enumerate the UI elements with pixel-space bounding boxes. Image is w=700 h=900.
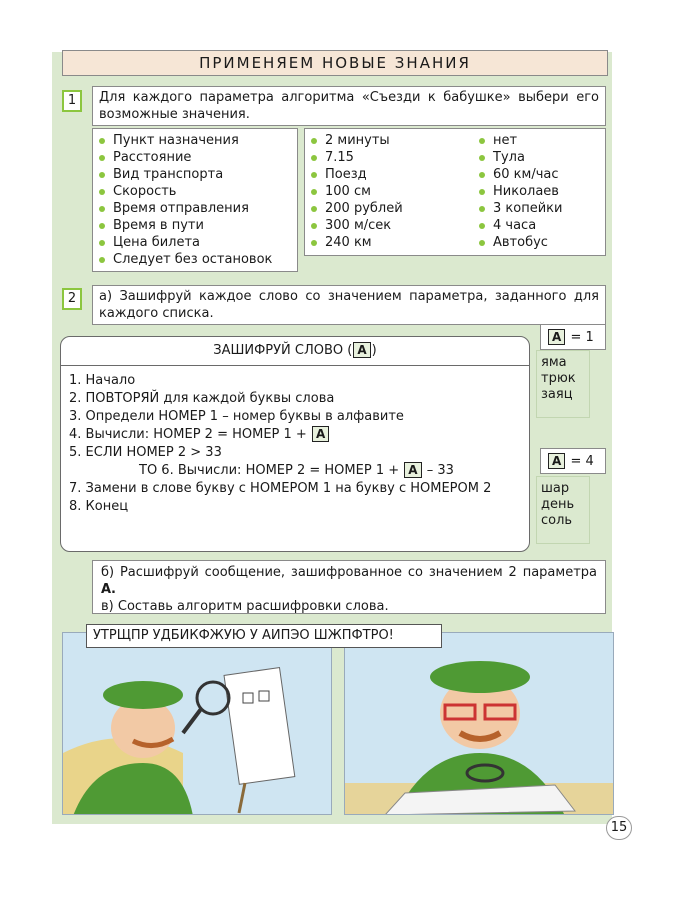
value-item: 4 часа — [477, 217, 562, 234]
value-item: 240 км — [309, 234, 403, 251]
step-5: 5. ЕСЛИ НОМЕР 2 > 33 — [69, 445, 222, 460]
task2c-text: в) Составь алгоритм расшифровки слова. — [101, 599, 389, 614]
value-item: Поезд — [309, 166, 403, 183]
illustration-detective-magnifier — [62, 632, 332, 815]
algorithm-steps — [61, 366, 529, 516]
values-list-a — [309, 132, 403, 251]
value-item: 100 см — [309, 183, 403, 200]
param-item: Время в пути — [97, 217, 293, 234]
step-1: 1. Начало — [69, 373, 136, 388]
value-item: 3 копейки — [477, 200, 562, 217]
step-3: 3. Определи НОМЕР 1 – номер буквы в алфавите — [69, 409, 404, 424]
param-item: Скорость — [97, 183, 293, 200]
params-list — [97, 132, 293, 268]
param-letter-box: А — [404, 462, 421, 478]
param-item: Время отправления — [97, 200, 293, 217]
task1-text: Для каждого параметра алгоритма «Съезди к бабушке» выбери его возможные значения. — [92, 86, 606, 126]
task-number-1: 1 — [62, 90, 82, 112]
step-4: 4. Вычисли: НОМЕР 2 = НОМЕР 1 + А — [69, 426, 521, 444]
param-item: Цена билета — [97, 234, 293, 251]
param-letter-box: А — [312, 426, 329, 442]
value-item: Автобус — [477, 234, 562, 251]
page-number: 15 — [606, 816, 632, 840]
values-list-b — [477, 132, 562, 251]
step-7: 7. Замени в слове букву с НОМЕРОМ 1 на букву с НОМЕРОМ 2 — [69, 481, 492, 496]
value-item: 300 м/сек — [309, 217, 403, 234]
value-item: 7.15 — [309, 149, 403, 166]
algorithm-title: ЗАШИФРУЙ СЛОВО ( А ) — [61, 337, 529, 366]
task2b-text: б) Расшифруй сообщение, зашифрованное со значением 2 параметра А. — [101, 565, 597, 597]
params-box — [92, 128, 298, 272]
param-letter-box: А — [353, 342, 370, 358]
cipher-message: УТРЩПР УДБИКФЖУЮ У АИПЭО ШЖПФТРО! — [86, 624, 442, 648]
param-item: Следует без остановок — [97, 251, 293, 268]
param-item: Вид транспорта — [97, 166, 293, 183]
value-item: Тула — [477, 149, 562, 166]
task-number-2: 2 — [62, 288, 82, 310]
param-item: Пункт назначения — [97, 132, 293, 149]
step-6: ТО 6. Вычисли: НОМЕР 2 = НОМЕР 1 + А – 33 — [139, 463, 454, 478]
param-value-1: А = 1 — [540, 324, 606, 350]
value-item: нет — [477, 132, 562, 149]
step-8: 8. Конец — [69, 499, 129, 514]
param-item: Расстояние — [97, 149, 293, 166]
word-list-1: яма трюк заяц — [536, 350, 590, 418]
step-2: 2. ПОВТОРЯЙ для каждой буквы слова — [69, 391, 335, 406]
task2a-text: а) Зашифруй каждое слово со значением параметра, заданного для каждого списка. — [92, 285, 606, 325]
algorithm-box — [60, 336, 530, 552]
value-item: Николаев — [477, 183, 562, 200]
task2bc-box — [92, 560, 606, 614]
values-box — [304, 128, 606, 256]
value-item: 2 минуты — [309, 132, 403, 149]
param-value-2: А = 4 — [540, 448, 606, 474]
word-list-2: шар день соль — [536, 476, 590, 544]
value-item: 60 км/час — [477, 166, 562, 183]
illustration-detective-reading — [344, 632, 614, 815]
page-title: ПРИМЕНЯЕМ НОВЫЕ ЗНАНИЯ — [62, 50, 608, 76]
value-item: 200 рублей — [309, 200, 403, 217]
